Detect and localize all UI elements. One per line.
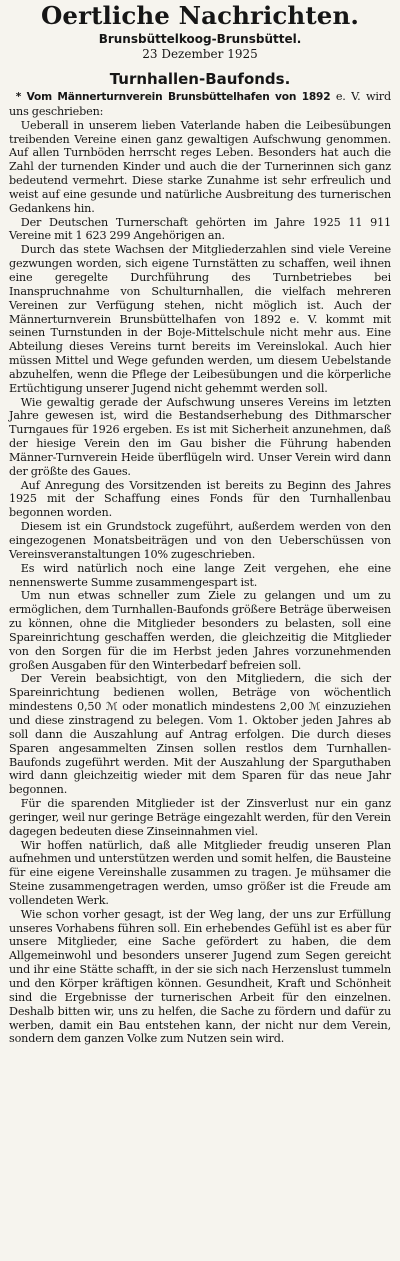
article-paragraph-1 [9, 90, 391, 119]
place-line: Brunsbüttelkoog-Brunsbüttel. [98, 32, 302, 46]
article-headline: Turnhallen-Baufonds. [109, 70, 291, 88]
article-paragraph-6: Auf Anregung des Vorsitzenden ist bereits zu Beginn des Jahres 1925 mit der Schaffung eines Fonds für den Turnhallenbau begonnen worden. [9, 478, 391, 520]
article-paragraph-12: Wir hoffen natürlich, daß alle Mitglieder freudig unseren Plan aufnehmen und unterstützen werden und somit helfen, die Bausteine für eine eigene Vereinshalle zusammen zu tragen. Je mühsamer die Steine zusammengetragen werden, umso größer ist die Freude am vollendeten Werk. [9, 838, 391, 907]
article-paragraph-3: Der Deutschen Turnerschaft gehörten im Jahre 1925 11 911 Vereine mit 1 623 299 Angehörigen an. [9, 215, 391, 243]
date-line: 23 Dezember 1925 [142, 47, 258, 61]
article-paragraph-text: e. V. wird uns geschrieben: [9, 90, 392, 118]
section-masthead: Oertliche Nachrichten. [40, 1, 359, 30]
article-paragraph-11: Für die sparenden Mitglieder ist der Zinsverlust nur ein ganz geringer, weil nur geringe Beträge eingezahlt werden, für den Verein dagegen bedeuten diese Zinseinnahmen viel. [9, 797, 391, 838]
article-paragraph-9: Um nun etwas schneller zum Ziele zu gelangen und um zu ermöglichen, dem Turnhallen-Baufonds größere Beträge überweisen zu können, ohne die Mitglieder besonders zu belasten, soll eine Spareinrichtung geschaffen werden, die gleichzeitig die Mitglieder von den Sorgen für die im Herbst jeden Jahres vorzunehmenden großen Ausgaben für den Winterbedarf befreien soll. [9, 589, 391, 672]
article-paragraph-5: Wie gewaltig gerade der Aufschwung unseres Vereins im letzten Jahre gewesen ist, wird die Bestandserhebung des Dithmarscher Turngaues für 1926 ergeben. Es ist mit Sicherheit anzunehmen, daß der hiesige Verein den im Gau bisher die Führung habenden Männer-Turnverein Heide überflügeln wird. Unser Verein wird dann der größte des Gaues. [9, 395, 391, 478]
article-paragraph-10: Der Verein beabsichtigt, von den Mitgliedern, die sich der Spareinrichtung bedienen wollen, Beträge von wöchentlich mindestens 0,50 ℳ oder monatlich mindestens 2,00 ℳ einzuziehen und diese zinstragend zu belegen. Vom 1. Oktober jeden Jahres ab soll dann die Auszahlung auf Antrag erfolgen. Die durch dieses Sparen angesammelten Zinsen sollen restlos dem Turnhallen-Baufonds zugeführt werden. Mit der Auszahlung der Sparguthaben wird dann gleichzeitig wieder mit dem Sparen für das neue Jahr begonnen. [9, 672, 391, 797]
article-byline: * Vom Männerturnverein Brunsbüttelhafen von 1892 [15, 91, 331, 103]
article-body [9, 90, 391, 1046]
article-paragraph-13: Wie schon vorher gesagt, ist der Weg lang, der uns zur Erfüllung unseres Vorhabens führen soll. Ein erhebendes Gefühl ist es aber für unsere Mitglieder, eine Sache gefördert zu haben, die dem Allgemeinwohl und besonders unserer Jugend zum Segen gereicht und ihr eine Stätte schafft, in der sie sich nach Herzenslust tummeln und den Körper kräftigen können. Gesundheit, Kraft und Schönheit sind die Ergebnisse der turnerischen Arbeit für den einzelnen. Deshalb bitten wir, uns zu helfen, die Sache zu fördern und dafür zu werben, damit ein Bau entstehen kann, der nicht nur dem Verein, sondern dem ganzen Volke zum Nutzen sein wird. [9, 907, 391, 1046]
article-paragraph-2: Ueberall in unserem lieben Vaterlande haben die Leibesübungen treibenden Vereine einen ganz gewaltigen Aufschwung genommen. Auf allen Turnböden herrscht reges Leben. Besonders hat auch die Zahl der turnenden Kinder und auch die der Turnerinnen sich ganz bedeutend vermehrt. Diese starke Zunahme ist sehr erfreulich und weist auf eine gesunde und natürliche Ausbreitung des turnerischen Gedankens hin. [9, 118, 391, 215]
article-paragraph-4: Durch das stete Wachsen der Mitgliederzahlen sind viele Vereine gezwungen worden, sich eigene Turnstätten zu schaffen, weil ihnen eine geregelte Durchführung des Turnbetriebes bei Inanspruchnahme von Schulturnhallen, die vielfach mehreren Vereinen zur Verfügung stehen, nicht möglich ist. Auch der Männerturnverein Brunsbüttelhafen von 1892 e. V. kommt mit seinen Turnstunden in der Boje-Mittelschule nicht mehr aus. Eine Abteilung dieses Vereins turnt bereits im Vereinslokal. Auch hier müssen Mittel und Wege gefunden werden, um diesem Uebelstande abzuhelfen, wenn die Pflege der Leibesübungen und die körperliche Ertüchtigung unserer Jugend nicht gehemmt werden soll. [9, 243, 391, 395]
article-paragraph-7: Diesem ist ein Grundstock zugeführt, außerdem werden von den eingezogenen Monatsbeiträgen und von den Ueberschüssen von Vereinsveranstaltungen 10% zugeschrieben. [9, 520, 391, 561]
article-paragraph-8: Es wird natürlich noch eine lange Zeit vergehen, ehe eine nennenswerte Summe zusammengespart ist. [9, 561, 391, 589]
